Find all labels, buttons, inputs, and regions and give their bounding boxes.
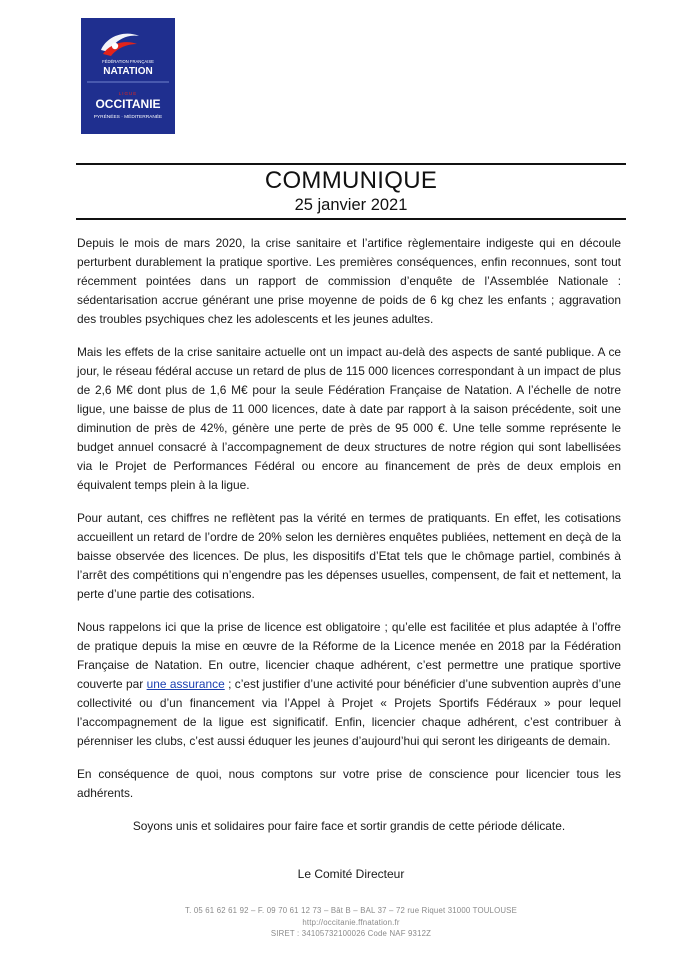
- paragraph-1: Depuis le mois de mars 2020, la crise sanitaire et l’artifice règlementaire indigeste qui en découle perturbent durablement la pratique sportive. Les premières conséquences, enfin reconnues, sont tout récemment pointées dans un rapport de commission d’enquête de l’Assemblée Nationale : sédentarisation accrue générant une prise moyenne de poids de 6 kg chez les enfants ; aggravation des troubles psychiques chez les adolescents et les jeunes adultes.: [77, 236, 621, 326]
- page-footer: [76, 905, 626, 940]
- logo-natation-text: NATATION: [103, 66, 153, 77]
- paragraph-4-part-2: ; c’est justifier d’une activité pour bénéficier d’une subvention auprès d’une collectivité ou d’un financement via l’Appel à Projet « Projets Sportifs Fédéraux » pour lequel l’accompagnement de la ligue est significatif. Enfin, licencier chaque adhérent, c’est contribuer à pérenniser les clubs, c’est aussi éduquer les jeunes d’aujourd’hui qui seront les dirigeants de demain.: [77, 677, 621, 748]
- signature: Le Comité Directeur: [297, 867, 405, 881]
- footer-contact-line: T. 05 61 62 61 92 – F. 09 70 61 12 73 – Bât B – BAL 37 – 72 rue Riquet 31000 TOULOUSE: [185, 906, 517, 915]
- page-title: COMMUNIQUE: [264, 167, 438, 194]
- ligue-logo: [81, 18, 175, 134]
- paragraph-5: En conséquence de quoi, nous comptons sur votre prise de conscience pour licencier tous les adhérents.: [77, 767, 621, 800]
- logo-region-text: OCCITANIE: [95, 97, 161, 111]
- footer-siret: SIRET : 34105732100026 Code NAF 9312Z: [270, 929, 432, 939]
- footer-website: http://occitanie.ffnatation.fr: [302, 917, 400, 927]
- header-top-rule: [76, 163, 626, 165]
- paragraph-2: Mais les effets de la crise sanitaire actuelle ont un impact au-delà des aspects de santé publique. A ce jour, le réseau fédéral accuse un retard de plus de 115 000 licences correspondant à un impact de plus de 2,6 M€ dont plus de 1,6 M€ pour la seule Fédération Française de Natation. A l’échelle de notre ligue, une baisse de plus de 11 000 licences, date à date par rapport à la saison précédente, soit une diminution de près de 42%, génère une perte de près de 95 000 €. Une telle somme représente le budget annuel consacré à l’accompagnement de deux structures de notre région qui sont labellisées via le Projet de Performances Fédéral ou encore au financement de près de deux emplois en équivalent temps plein à la ligue.: [77, 345, 621, 492]
- logo-subregion-text: PYRÉNÉES · MÉDITERRANÉE: [93, 115, 163, 120]
- communique-body: [77, 234, 621, 850]
- paragraph-3: Pour autant, ces chiffres ne reflètent pas la vérité en termes de pratiquants. En effet, les cotisations accueillent un retard de l’ordre de 20% selon les dernières enquêtes publiées, nettement en deçà de la baisse observée des licences. De plus, les dispositifs d’Etat tels que le chômage partiel, combinés à l’arrêt des compétitions qui n’engendre pas les dépenses usuelles, compensent, de fait et nettement, la perte d’une partie des cotisations.: [77, 511, 621, 601]
- paragraph-6: Soyons unis et solidaires pour faire face et sortir grandis de cette période délicate.: [132, 819, 566, 833]
- assurance-link[interactable]: une assurance: [146, 677, 225, 691]
- swimmer-mark-icon: [101, 34, 139, 56]
- page-date: 25 janvier 2021: [294, 196, 408, 214]
- logo-ligue-text: LIGUE: [118, 91, 138, 96]
- logo-federation-text: FÉDÉRATION FRANÇAISE: [102, 59, 154, 64]
- header-bottom-rule: [76, 218, 626, 220]
- paragraph-4-part-1: Nous rappelons ici que la prise de licence est obligatoire ; qu’elle est facilitée et plus adaptée à l’offre de pratique depuis la mise en œuvre de la Réforme de la Licence menée en 2018 par la Fédération Française de Natation. En outre, licencier chaque adhérent, c’est permettre une pratique sportive couverte par: [77, 620, 621, 691]
- paragraph-4: [77, 618, 621, 751]
